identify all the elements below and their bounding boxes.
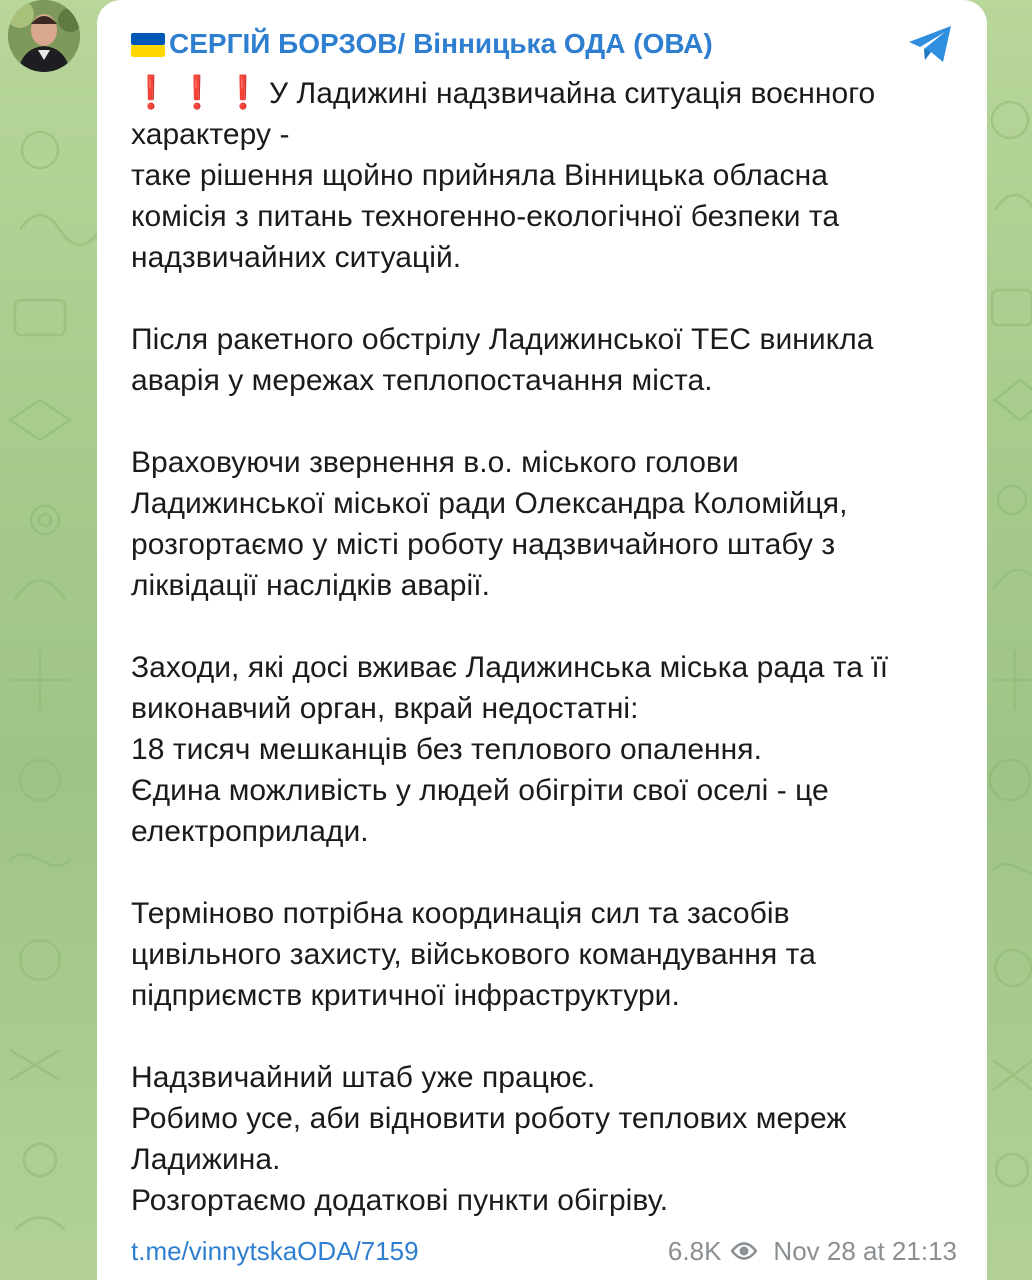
message-timestamp: Nov 28 at 21:13 [773, 1235, 957, 1266]
channel-avatar[interactable] [8, 0, 80, 72]
channel-header[interactable] [131, 22, 891, 66]
message-paragraph-5: Терміново потрібна координація сил та засобів цивільного захисту, військового командування та підприємств критичної інфраструктури. [131, 897, 816, 1012]
exclamation-icon: ❗ [177, 74, 217, 110]
avatar-photo [8, 0, 80, 72]
message-paragraph-3: Враховуючи звернення в.о. міського голови Ладижинської міської ради Олександра Коломійця, розгортаємо у місті роботу надзвичайного штабу з ліквідації наслідків аварії. [131, 446, 848, 602]
message-text [131, 72, 961, 1221]
eye-icon [731, 1242, 757, 1260]
message-paragraph-1: У Ладижині надзвичайна ситуація воєнного характеру - таке рішення щойно прийняла Вінницька обласна комісія з питань техногенно-екологічної безпеки та надзвичайних ситуацій. [131, 77, 876, 274]
exclamation-icon: ❗ [223, 74, 263, 110]
message-paragraph-4: Заходи, які досі вживає Ладижинська міська рада та її виконавчий орган, вкрай недостатні: 18 тисяч мешканців без теплового опалення. Єдина можливість у людей обігріти свої оселі - це електроприлади. [131, 651, 889, 848]
warning-marks [131, 74, 269, 110]
views-count [668, 1236, 774, 1267]
post-link[interactable]: t.me/vinnytskaODA/7159 [131, 1235, 419, 1266]
views-value: 6.8K [667, 1235, 722, 1266]
exclamation-icon: ❗ [131, 74, 171, 110]
telegram-icon[interactable] [905, 22, 957, 66]
channel-name[interactable]: СЕРГІЙ БОРЗОВ/ Вінницька ОДА (ОВА) [169, 28, 713, 59]
message-footer [131, 1233, 957, 1269]
ukraine-flag-icon [131, 32, 165, 56]
message-paragraph-2: Після ракетного обстрілу Ладижинської ТЕС виникла аварія у мережах теплопостачання міста. [131, 323, 874, 397]
message-paragraph-6: Надзвичайний штаб уже працює. Робимо усе, аби відновити роботу теплових мереж Ладижина. Розгортаємо додаткові пункти обігріву. [131, 1061, 847, 1217]
